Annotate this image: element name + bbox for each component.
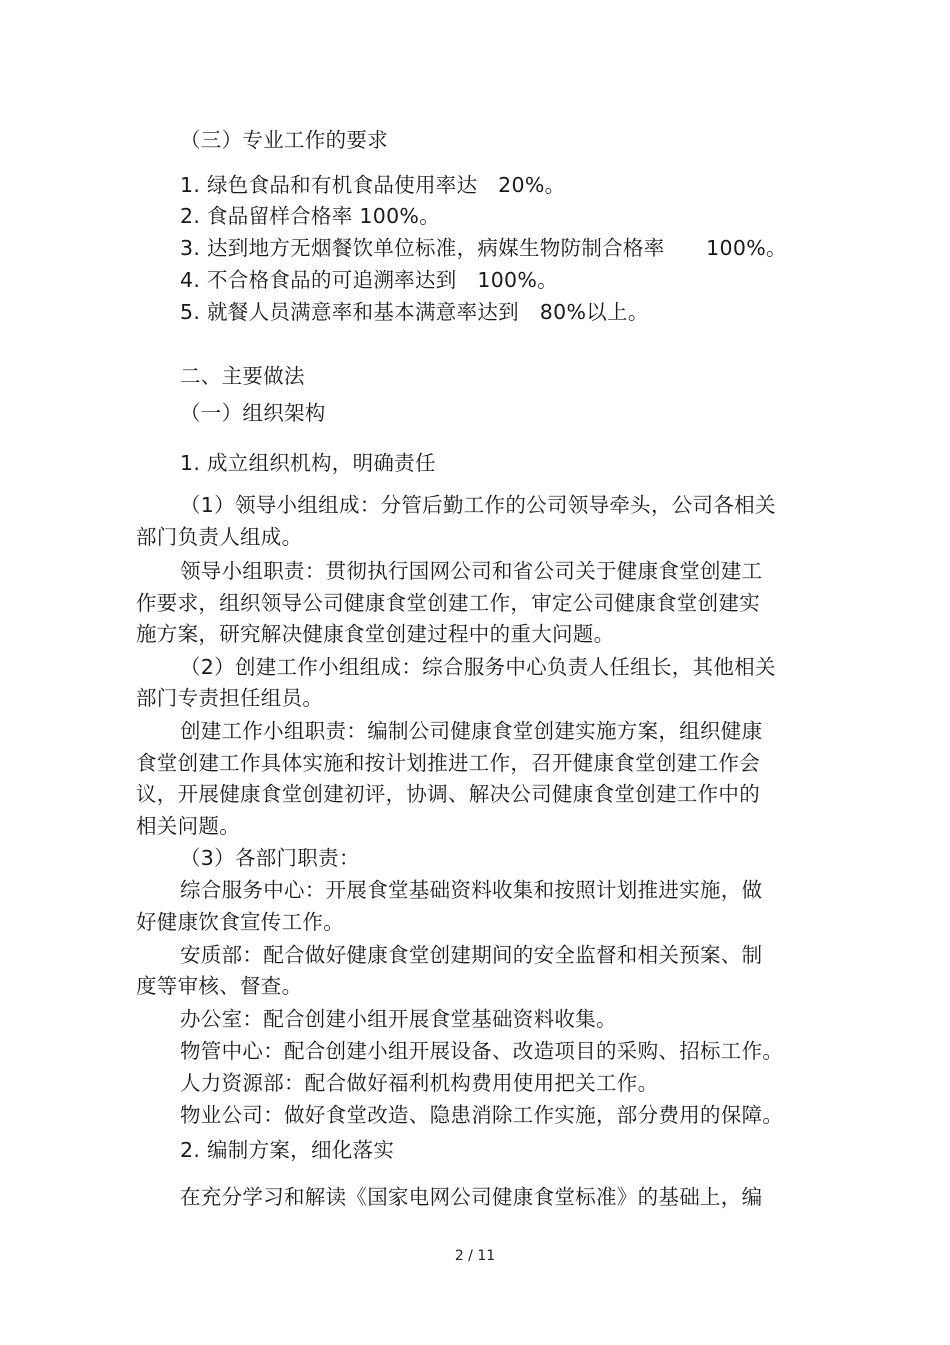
paragraph-line: 领导小组职责：贯彻执行国网公司和省公司关于健康食堂创建工	[180, 559, 763, 583]
paragraph-line: （1）领导小组组成：分管后勤工作的公司领导牵头，公司各相关	[180, 493, 776, 517]
requirement-item: 5. 就餐人员满意率和基本满意率达到 80%以上。	[180, 300, 649, 324]
paragraph-line: 度等审核、督查。	[136, 974, 303, 998]
requirement-item: 4. 不合格食品的可追溯率达到 100%。	[180, 268, 558, 292]
paragraph-line: 部门专责担任组员。	[136, 686, 324, 710]
paragraph-line: （2）创建工作小组组成：综合服务中心负责人任组长，其他相关	[180, 655, 776, 679]
requirement-item: 3. 达到地方无烟餐饮单位标准，病媒生物防制合格率 100%。	[180, 236, 787, 260]
paragraph-line: 好健康饮食宣传工作。	[136, 910, 344, 934]
section-heading: （一）组织架构	[180, 401, 326, 425]
requirement-item: 1. 绿色食品和有机食品使用率达 20%。	[180, 173, 566, 197]
paragraph-line: 物业公司：做好食堂改造、隐患消除工作实施，部分费用的保障。	[180, 1103, 784, 1127]
paragraph-line: （3）各部门职责：	[180, 846, 360, 870]
paragraph-line: 综合服务中心：开展食堂基础资料收集和按照计划推进实施，做	[180, 878, 763, 902]
paragraph-line: 施方案，研究解决健康食堂创建过程中的重大问题。	[136, 622, 615, 646]
section-heading: （三）专业工作的要求	[180, 128, 388, 152]
paragraph-line: 食堂创建工作具体实施和按计划推进工作，召开健康食堂创建工作会	[136, 751, 760, 775]
paragraph-line: 部门负责人组成。	[136, 525, 303, 549]
paragraph-line: 相关问题。	[136, 814, 240, 838]
subsection-heading: 2. 编制方案，细化落实	[180, 1138, 395, 1162]
requirement-item: 2. 食品留样合格率 100%。	[180, 204, 440, 228]
paragraph-line: 安质部：配合做好健康食堂创建期间的安全监督和相关预案、制	[180, 943, 763, 967]
paragraph-line: 作要求，组织领导公司健康食堂创建工作，审定公司健康食堂创建实	[136, 591, 760, 615]
paragraph-line: 物管中心：配合创建小组开展设备、改造项目的采购、招标工作。	[180, 1039, 784, 1063]
chapter-heading: 二、主要做法	[180, 364, 305, 388]
paragraph-line: 在充分学习和解读《国家电网公司健康食堂标准》的基础上，编	[180, 1185, 763, 1209]
paragraph-line: 人力资源部：配合做好福利机构费用使用把关工作。	[180, 1071, 659, 1095]
page-number: 2 / 11	[454, 1248, 496, 1264]
paragraph-line: 议，开展健康食堂创建初评，协调、解决公司健康食堂创建工作中的	[136, 782, 760, 806]
paragraph-line: 创建工作小组职责：编制公司健康食堂创建实施方案，组织健康	[180, 719, 763, 743]
subsection-heading: 1. 成立组织机构，明确责任	[180, 451, 436, 475]
paragraph-line: 办公室：配合创建小组开展食堂基础资料收集。	[180, 1007, 617, 1031]
